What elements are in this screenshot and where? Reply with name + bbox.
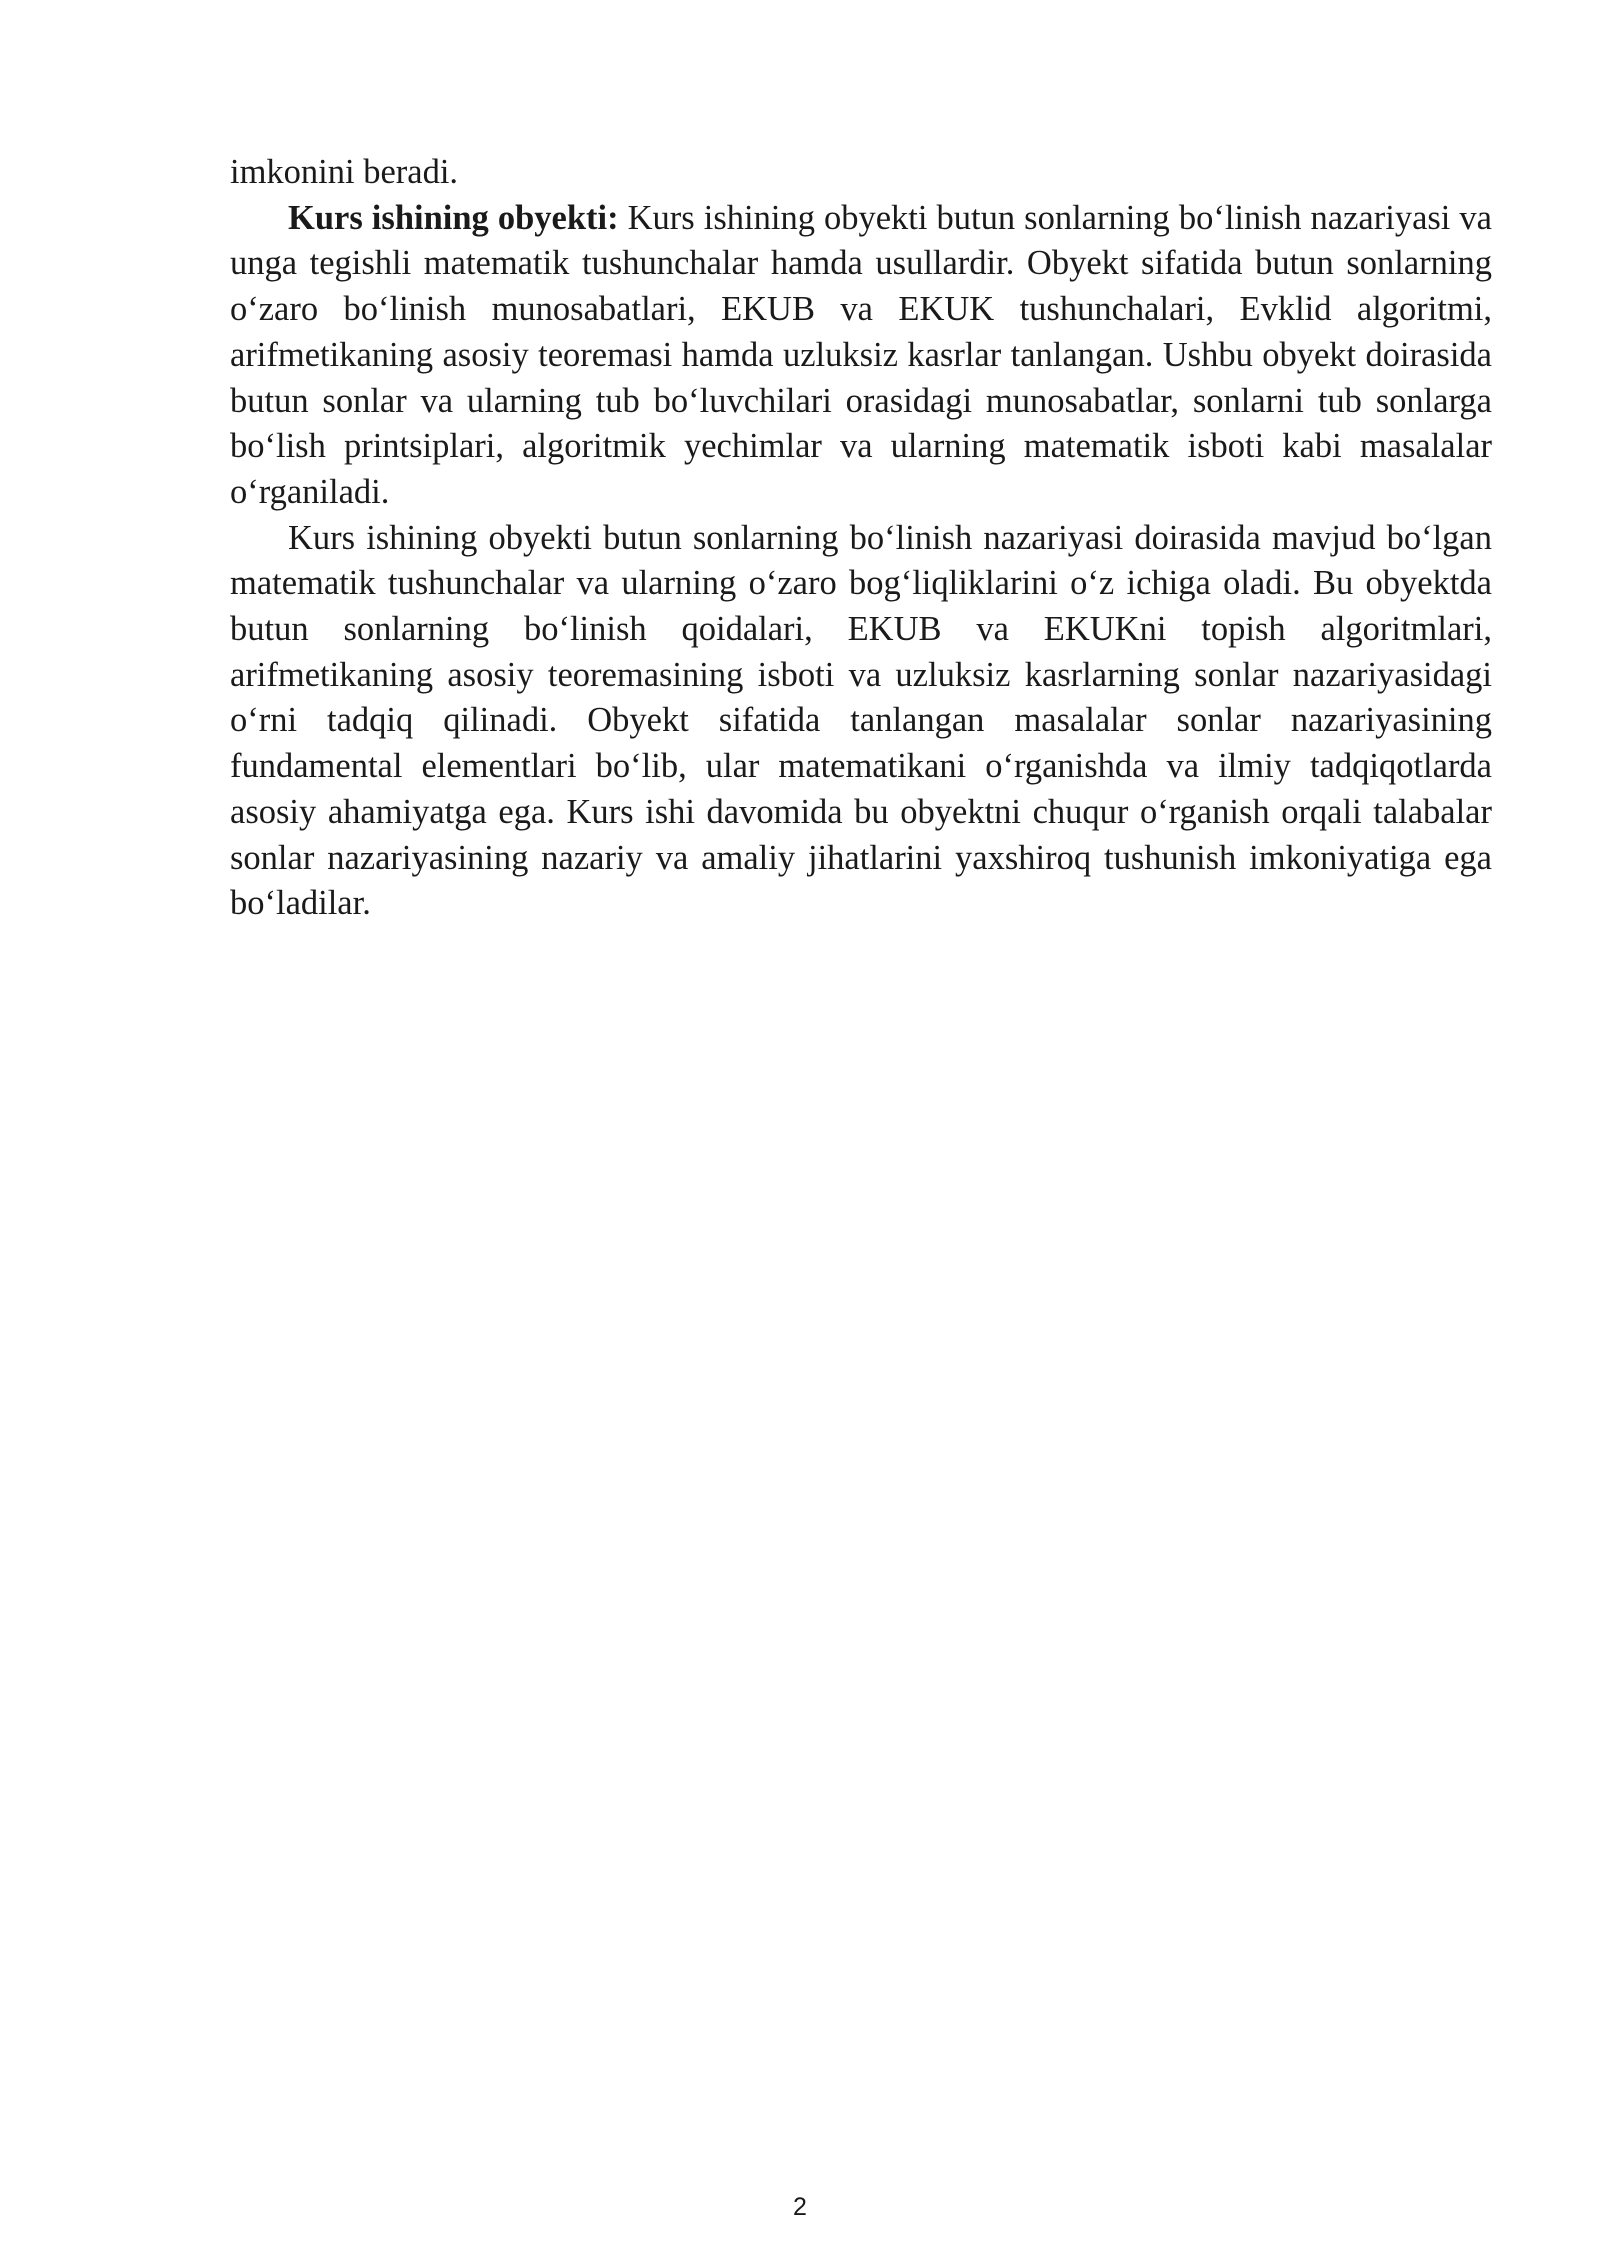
body-text — [230, 150, 1492, 927]
page-number: 2 — [793, 2193, 807, 2221]
paragraph-object-of-study — [230, 196, 1492, 516]
paragraph-lead-heading: Kurs ishining obyekti: — [288, 198, 619, 237]
paragraph-object-description: Kurs ishining obyekti butun sonlarning bo‘linish nazariyasi doirasida mavjud bo‘lgan matematik tushunchalar va ularning o‘zaro bog‘liqliklarini o‘z ichiga oladi. Bu obyektda butun sonlarning bo‘linish qoidalari, EKUB va EKUKni topish algoritmlari, arifmetikaning asosiy teoremasining isboti va uzluksiz kasrlarning sonlar nazariyasidagi o‘rni tadqiq qilinadi. Obyekt sifatida tanlangan masalalar sonlar nazariyasining fundamental elementlari bo‘lib, ular matematikani o‘rganishda va ilmiy tadqiqotlarda asosiy ahamiyatga ega. Kurs ishi davomida bu obyektni chuqur o‘rganish orqali talabalar sonlar nazariyasining nazariy va amaliy jihatlarini yaxshiroq tushunish imkoniyatiga ega bo‘ladilar. — [230, 518, 1492, 923]
continuation-line: imkonini beradi. — [230, 153, 459, 191]
paragraph-body: Kurs ishining obyekti butun sonlarning bo‘linish nazariyasi va unga tegishli matematik tushunchalar hamda usullardir. Obyekt sifatida butun sonlarning o‘zaro bo‘linish munosabatlari, EKUB va EKUK tushunchalari, Evklid algoritmi, arifmetikaning asosiy teoremasi hamda uzluksiz kasrlar tanlangan. Ushbu obyekt doirasida butun sonlar va ularning tub bo‘luvchilari orasidagi munosabatlar, sonlarni tub sonlarga bo‘lish printsiplari, algoritmik yechimlar va ularning matematik isboti kabi masalalar o‘rganiladi. — [230, 198, 1492, 511]
